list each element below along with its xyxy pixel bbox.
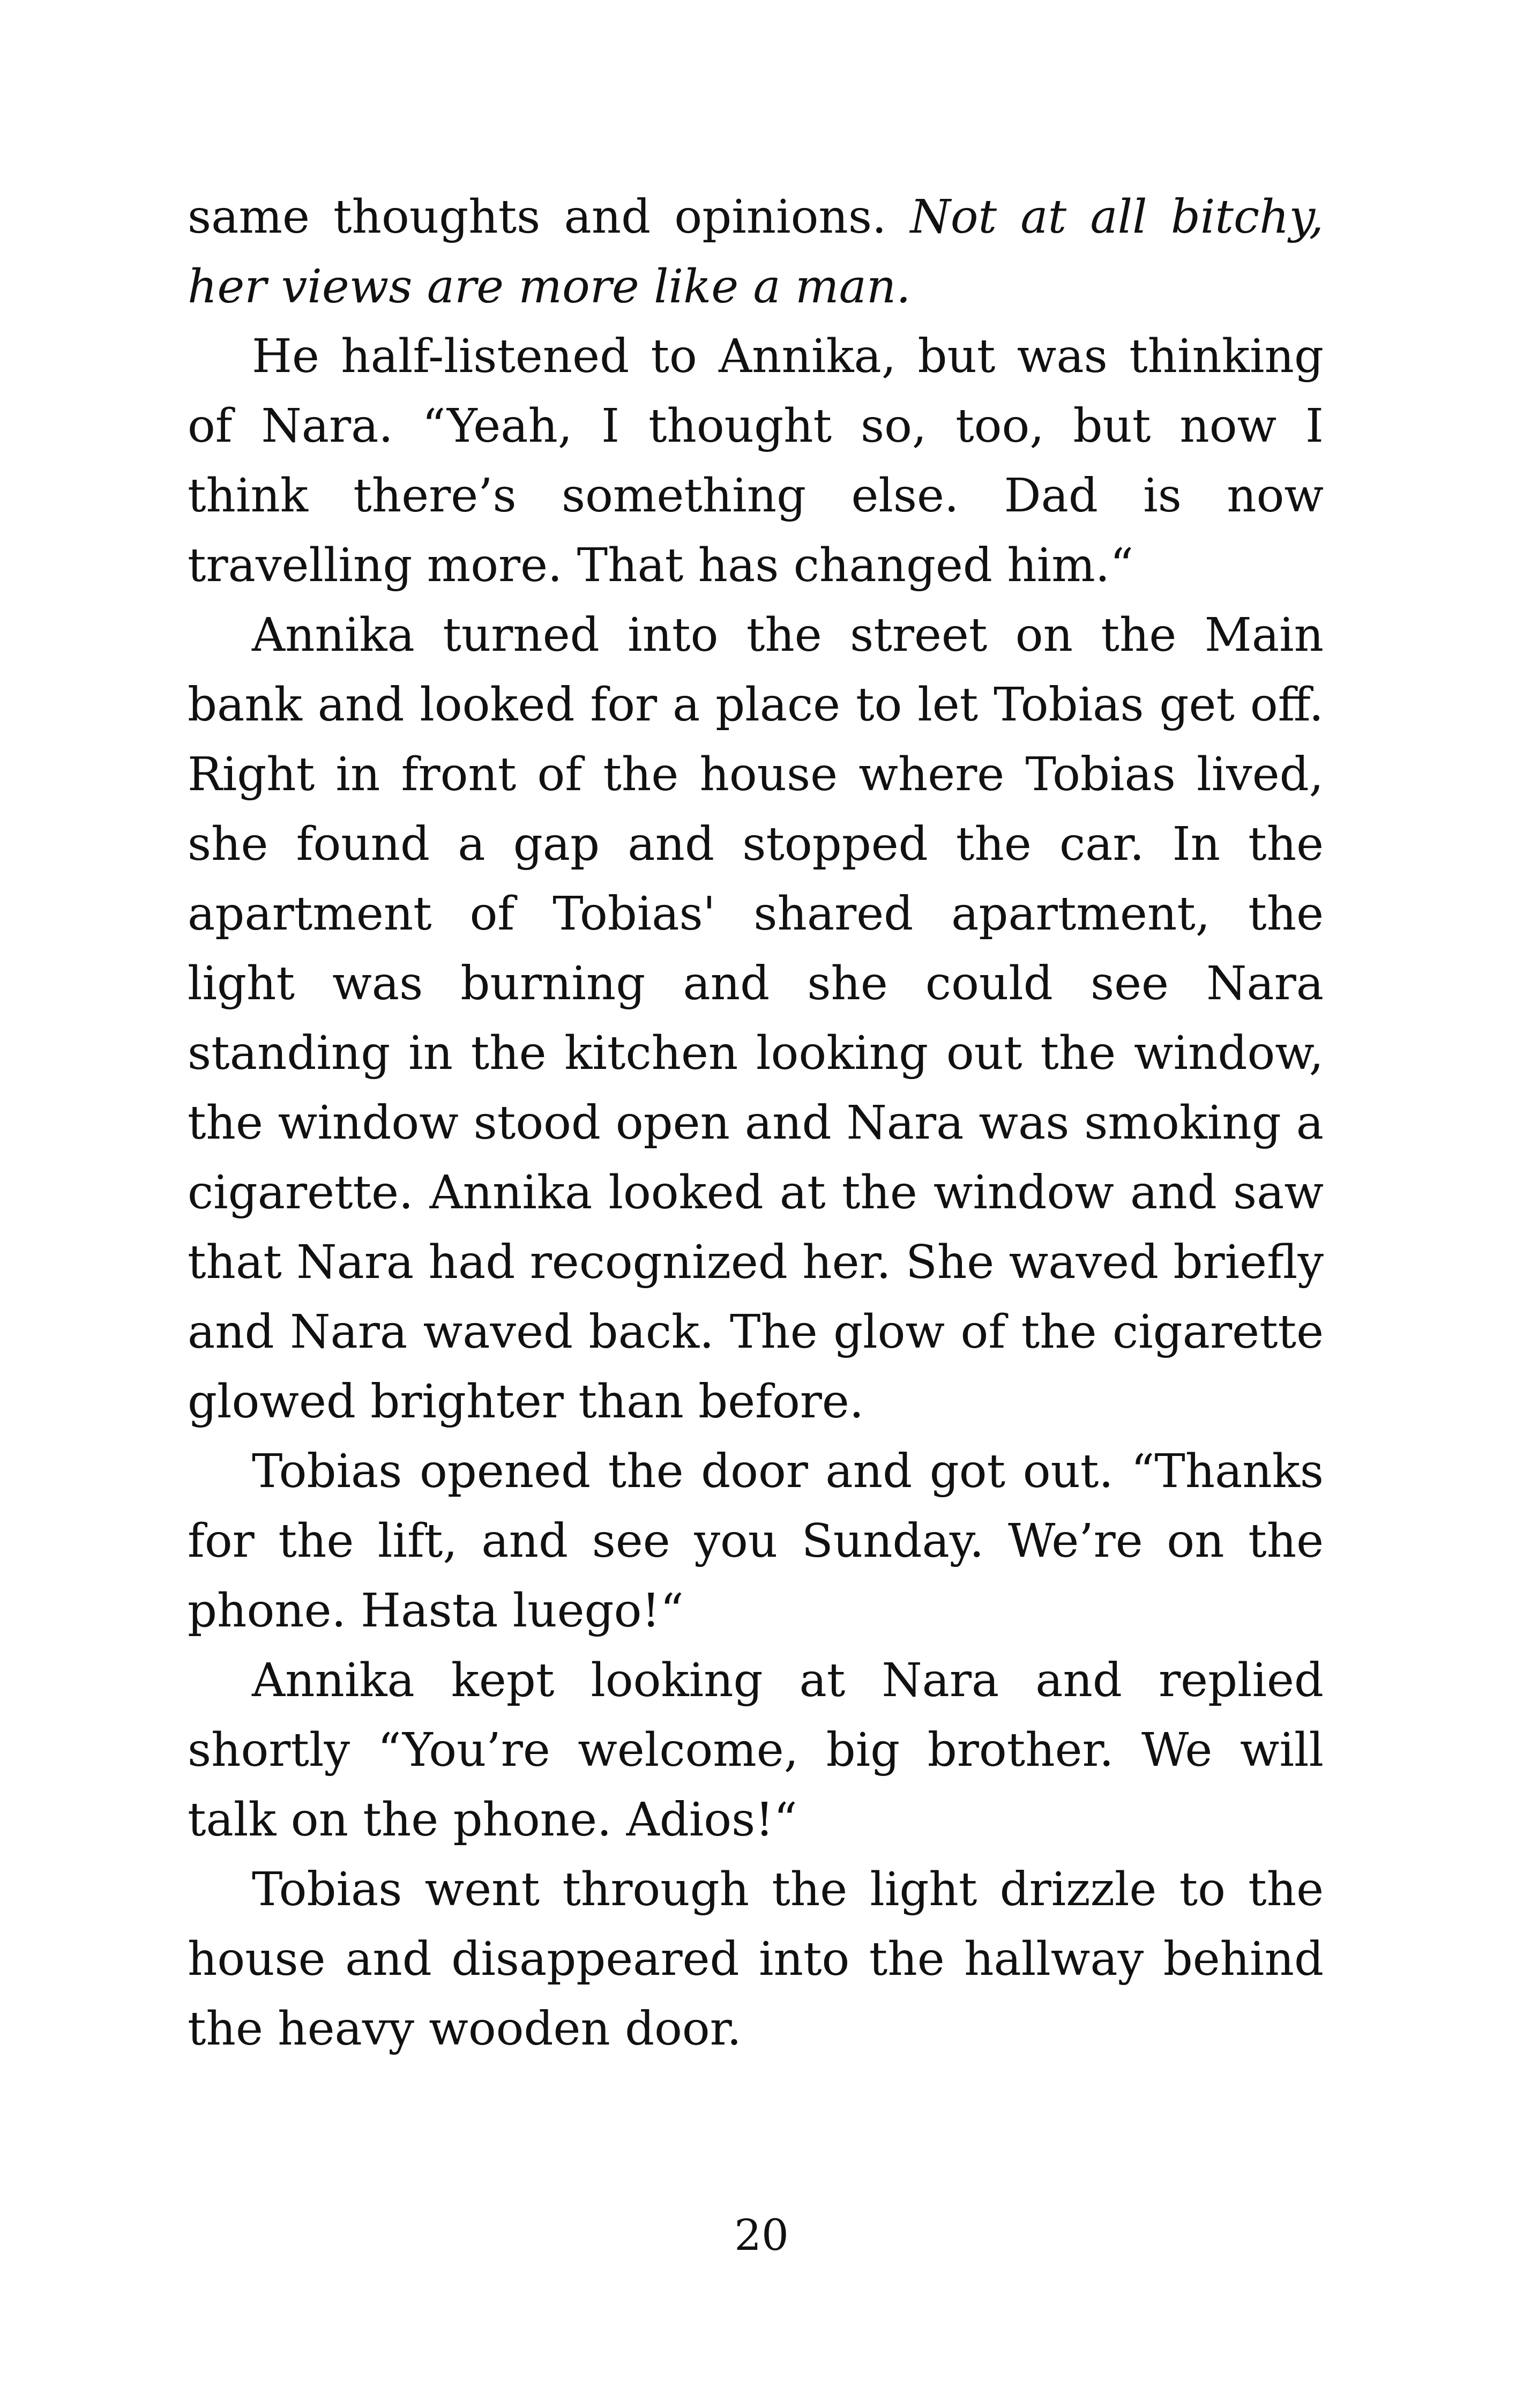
italic-thought: Not at all bitchy, her views are more like a man. xyxy=(188,190,1324,314)
paragraph: Tobias went through the light drizzle to the house and disappeared into the hallway behind the heavy wooden door. xyxy=(188,1863,1324,2056)
paragraph-continuation xyxy=(188,182,1324,322)
body-text xyxy=(188,182,1324,2064)
paragraph: Annika kept looking at Nara and replied shortly “You’re welcome, big brother. We will talk on the phone. Adios!“ xyxy=(188,1654,1324,1847)
paragraph-text: same thoughts and opinions. xyxy=(188,190,910,244)
paragraph: He half-listened to Annika, but was thinking of Nara. “Yeah, I thought so, too, but now I think there’s something else. Dad is now travelling more. That has changed him.“ xyxy=(188,330,1324,592)
page-number: 20 xyxy=(734,2210,789,2260)
paragraph: Annika turned into the street on the Main bank and looked for a place to let Tobias get off. Right in front of the house where Tobias lived, she found a gap and stopped the car. In the apartment of Tobias' shared apartment, the light was burning and she could see Nara standing in the kitchen looking out the window, the window stood open and Nara was smoking a cigarette. Annika looked at the window and saw that Nara had recognized her. She waved briefly and Nara waved back. The glow of the cigarette glowed brighter than before. xyxy=(188,608,1324,1429)
paragraph: Tobias opened the door and got out. “Thanks for the lift, and see you Sunday. We’re on the phone. Hasta luego!“ xyxy=(188,1445,1324,1638)
